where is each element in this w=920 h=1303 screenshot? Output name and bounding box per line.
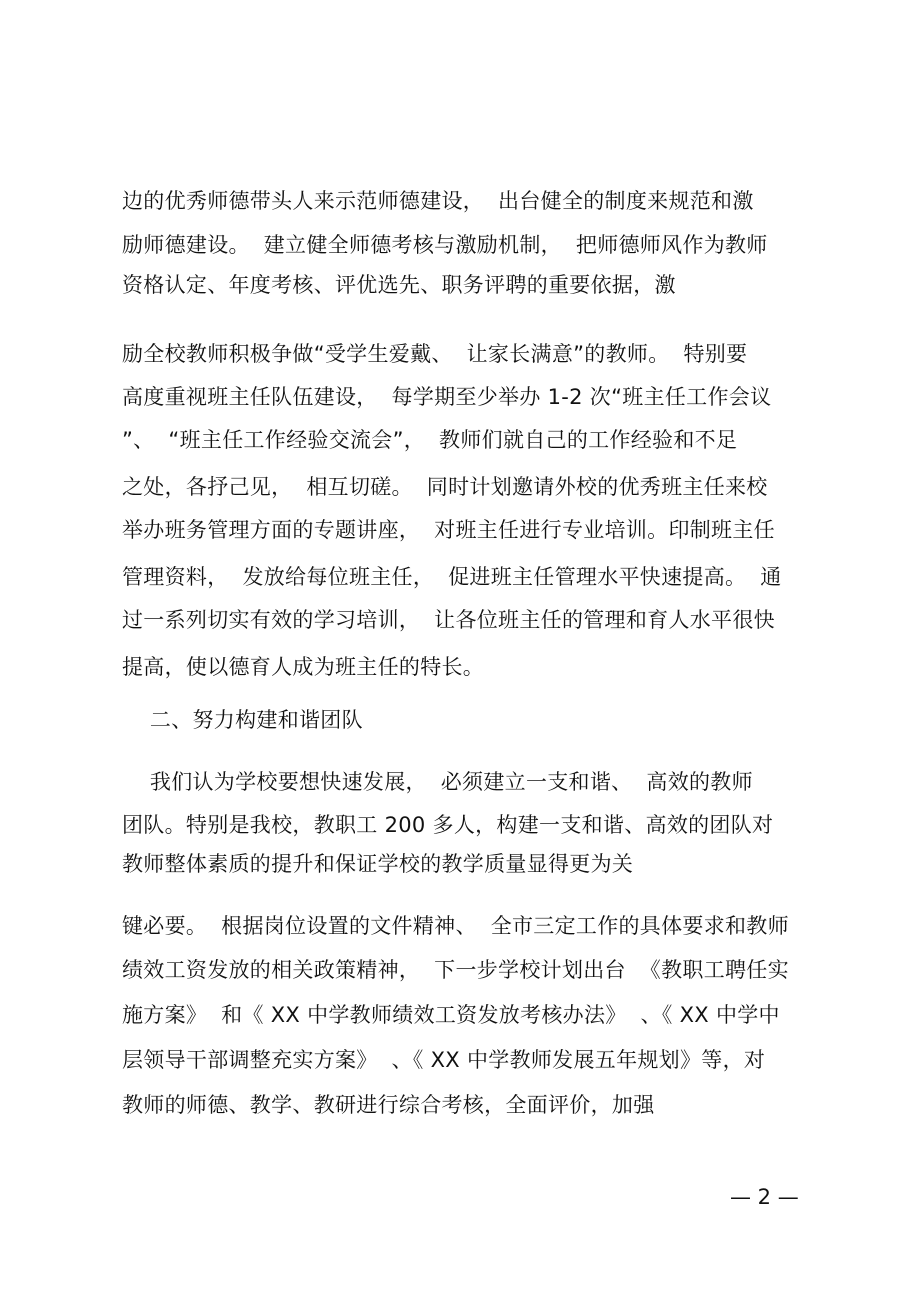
- text-line: 举办班务管理方面的专题讲座， 对班主任进行专业培训。印制班主任: [122, 518, 775, 542]
- text-line: 励全校教师积极争做“受学生爱戴、 让家长满意”的教师。 特别要: [122, 342, 748, 366]
- text-line: 之处，各抒己见， 相互切磋。 同时计划邀请外校的优秀班主任来校: [122, 475, 768, 499]
- text-line: 提高，使以德育人成为班主任的特长。: [122, 655, 485, 679]
- text-line: 层领导干部调整充实方案》 、《 XX 中学教师发展五年规划》等，对: [122, 1048, 766, 1072]
- text-line: 边的优秀师德带头人来示范师德建设， 出台健全的制度来规范和激: [122, 189, 754, 213]
- text-line: ”、 “班主任工作经验交流会”， 教师们就自己的工作经验和不足: [122, 428, 738, 452]
- text-line: 键必要。 根据岗位设置的文件精神、 全市三定工作的具体要求和教师: [122, 914, 789, 938]
- text-line: 团队。特别是我校，教职工 200 多人，构建一支和谐、高效的团队对: [122, 813, 774, 837]
- text-line: 高度重视班主任队伍建设， 每学期至少举办 1-2 次“班主任工作会议: [122, 385, 772, 409]
- text-line: 我们认为学校要想快速发展， 必须建立一支和谐、 高效的教师: [122, 770, 753, 794]
- page-number: — 2 —: [730, 1185, 799, 1209]
- text-line: 过一系列切实有效的学习培训， 让各位班主任的管理和育人水平很快: [122, 608, 775, 632]
- text-line: 励师德建设。 建立健全师德考核与激励机制， 把师德师风作为教师: [122, 233, 768, 257]
- text-line: 资格认定、年度考核、评优选先、职务评聘的重要依据，激: [122, 273, 676, 297]
- text-line: 教师的师德、教学、教研进行综合考核，全面评价，加强: [122, 1093, 655, 1117]
- text-line: 绩效工资发放的相关政策精神， 下一步学校计划出台 《教职工聘任实: [122, 958, 789, 982]
- text-line: 管理资料， 发放给每位班主任， 促进班主任管理水平快速提高。 通: [122, 565, 782, 589]
- text-line: 施方案》 和《 XX 中学教师绩效工资发放考核办法》 、《 XX 中学中: [122, 1003, 780, 1027]
- section-heading: 二、努力构建和谐团队: [122, 708, 363, 732]
- text-line: 教师整体素质的提升和保证学校的教学质量显得更为关: [122, 852, 634, 876]
